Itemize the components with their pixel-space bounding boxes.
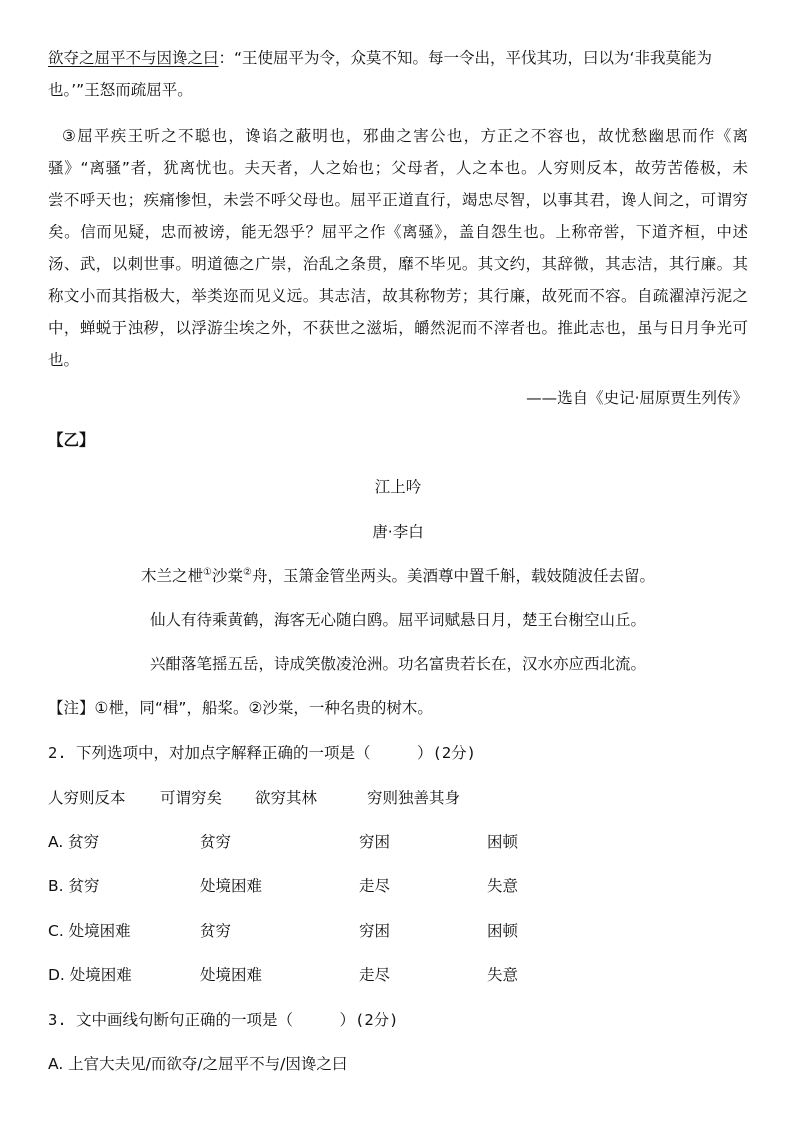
poem-note: 【注】①枻，同“楫”，船桨。②沙棠，一种名贵的树木。 [48, 699, 433, 717]
option-d-col-3: 走尽 [359, 966, 391, 984]
paragraph-3-line-7: 中，蝉蜕于浊秽，以浮游尘埃之外，不获世之滋垢，皭然泥而不滓者也。推此志也，虽与日月争光可 [48, 319, 748, 337]
passage-a-line-1-rest: ：“王使屈平为令，众莫不知。每一令出，平伐其功，曰以为‘非我莫能为 [218, 49, 712, 67]
phrase-1: 人穷则反本 [48, 789, 126, 807]
poem-title: 江上吟 [374, 478, 422, 496]
note-marker-1: ① [203, 566, 212, 578]
section-label-yi: 【乙】 [48, 431, 95, 449]
phrase-2: 可谓穷矣 [160, 789, 223, 807]
option-d-col-4: 失意 [487, 966, 519, 984]
option-d-col-2: 处境困难 [200, 966, 263, 984]
paragraph-3-line-2: 骚》“离骚”者，犹离忧也。夫天者，人之始也；父母者，人之本也。人穷则反本，故劳苦倦极，未 [48, 159, 748, 177]
note-marker-2: ② [243, 566, 252, 578]
option-b-col-1: B. 贫穷 [48, 877, 100, 895]
paragraph-3-line-5: 汤、武，以刺世事。明道德之广崇，治乱之条贯，靡不毕见。其文约，其辞微，其志洁，其行廉。其 [48, 255, 748, 273]
question-3-stem: 3. 文中画线句断句正确的一项是（ ）(2分) [48, 1011, 399, 1029]
option-c-col-3: 穷困 [359, 922, 391, 940]
poem-author: 唐·李白 [372, 523, 424, 541]
option-b-col-4: 失意 [487, 877, 519, 895]
paragraph-3-line-1: ③屈平疾王听之不聪也，谗谄之蔽明也，邪曲之害公也，方正之不容也，故忧愁幽思而作《离 [62, 127, 748, 145]
option-c-col-2: 贫穷 [200, 922, 232, 940]
paragraph-3-line-6: 称文小而其指极大，举类迩而见义远。其志洁，故其称物芳；其行廉，故死而不容。自疏濯淖污泥之 [48, 287, 748, 305]
poem-verse-3: 兴酣落笔摇五岳，诗成笑傲凌沧洲。功名富贵若长在，汉水亦应西北流。 [149, 655, 646, 673]
poem-verse-2: 仙人有待乘黄鹤，海客无心随白鸥。屈平词赋悬日月，楚王台榭空山丘。 [149, 611, 646, 629]
question-2-stem: 2. 下列选项中，对加点字解释正确的一项是（ ）(2分) [48, 744, 476, 762]
paragraph-3-line-4: 矣。信而见疑，忠而被谤，能无怨乎？屈平之作《离骚》，盖自怨生也。上称帝喾，下道齐桓，中述 [48, 223, 748, 241]
question-3-option-a: A. 上官大夫见/而欲夺/之屈平不与/因谗之曰 [48, 1055, 348, 1073]
paragraph-3-line-3: 尝不呼天也；疾痛惨怛，未尝不呼父母也。屈平正道直行，竭忠尽智，以事其君，谗人间之，可谓穷 [48, 191, 748, 209]
option-a-col-4: 困顿 [487, 833, 519, 851]
poem-verse-1: 木兰之枻①沙棠②舟，玉箫金管坐两头。美酒尊中置千斛，载妓随波任去留。 [141, 566, 655, 585]
passage-a-line-2: 也。’”王怒而疏屈平。 [48, 81, 193, 99]
option-a-col-3: 穷困 [359, 833, 391, 851]
option-b-col-3: 走尽 [359, 877, 391, 895]
underlined-sentence: 欲夺之屈平不与因谗之曰 [48, 49, 219, 67]
option-c-col-1: C. 处境困难 [48, 922, 131, 940]
phrase-3: 欲穷其林 [255, 789, 318, 807]
phrase-4: 穷则独善其身 [367, 789, 461, 807]
paragraph-3-line-8: 也。 [48, 351, 80, 369]
option-b-col-2: 处境困难 [200, 877, 263, 895]
option-a-col-2: 贫穷 [200, 833, 232, 851]
option-d-col-1: D. 处境困难 [48, 966, 132, 984]
passage-a-line-1 [48, 48, 748, 68]
source-citation: ——选自《史记·屈原贾生列传》 [526, 389, 748, 407]
option-c-col-4: 困顿 [487, 922, 519, 940]
option-a-col-1: A. 贫穷 [48, 833, 100, 851]
